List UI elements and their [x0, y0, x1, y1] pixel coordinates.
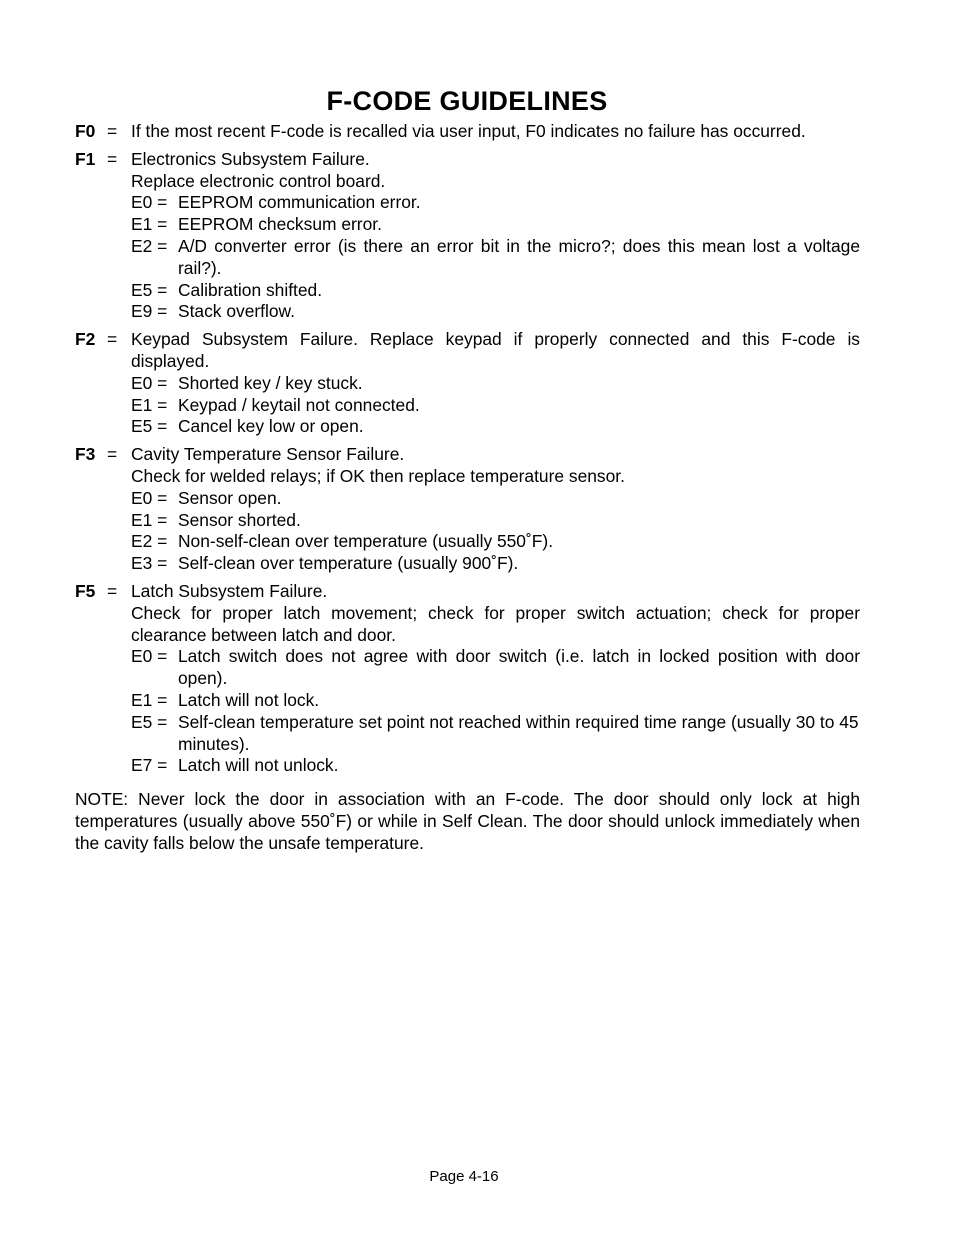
error-subcode-key: E0 = [131, 646, 168, 667]
error-subcode-text: A/D converter error (is there an error bit in the micro?; does this mean lost a voltage rail?). [178, 235, 860, 278]
error-subcode-key: E9 = [131, 301, 168, 322]
fcode-key [75, 149, 131, 323]
error-subcode [131, 416, 860, 438]
error-subcode [131, 214, 860, 236]
equals-sign: = [107, 329, 118, 350]
fcode-key [75, 121, 131, 143]
error-subcode [131, 712, 860, 756]
equals-sign: = [107, 121, 118, 141]
error-subcode [131, 690, 860, 712]
fcode-key [75, 581, 131, 777]
error-subcode-text: Sensor open. [178, 487, 282, 508]
error-subcode-text: Keypad / keytail not connected. [178, 394, 420, 415]
page-title: F-CODE GUIDELINES [326, 86, 608, 116]
fcode-body [131, 121, 860, 143]
fcode-list [75, 121, 860, 855]
error-subcode-text: EEPROM checksum error. [178, 214, 382, 235]
error-subcode-key: E2 = [131, 531, 168, 552]
error-subcode-text: Shorted key / key stuck. [178, 372, 363, 393]
error-subcode-key: E1 = [131, 214, 168, 235]
fcode-body [131, 444, 860, 575]
fcode-label: F5 [75, 580, 96, 601]
error-subcode-key: E1 = [131, 509, 168, 530]
fcode-label: F1 [75, 148, 96, 169]
error-subcode-text: Latch will not lock. [178, 689, 320, 710]
page-number: Page 4-16 [429, 1168, 499, 1185]
note-paragraph: NOTE: Never lock the door in association with an F-code. The door should only lock at high temperatures (usually above 550˚F) or while in Self Clean. The door should unlock immediately when the cavity falls below the unsafe temperature. [75, 789, 860, 853]
fcode-description: Latch Subsystem Failure. [131, 580, 328, 601]
error-subcode-key: E5 = [131, 416, 168, 437]
error-subcode-key: E7 = [131, 755, 168, 776]
fcode-body [131, 329, 860, 438]
fcode-description: Electronics Subsystem Failure. [131, 148, 370, 169]
fcode-entry-f1 [75, 149, 860, 323]
error-subcode [131, 280, 860, 302]
equals-sign: = [107, 444, 118, 465]
error-subcode-text: Calibration shifted. [178, 279, 323, 300]
error-subcode [131, 301, 860, 323]
error-subcode [131, 553, 860, 575]
error-subcode [131, 755, 860, 777]
error-subcode-text: Self-clean over temperature (usually 900˚F). [178, 553, 519, 574]
fcode-label: F0 [75, 121, 96, 141]
error-subcode-text: Cancel key low or open. [178, 416, 364, 437]
fcode-entry-f2 [75, 329, 860, 438]
error-subcode-key: E2 = [131, 235, 168, 256]
error-subcode-text: EEPROM communication error. [178, 192, 421, 213]
error-subcode-key: E1 = [131, 689, 168, 710]
equals-sign: = [107, 580, 118, 601]
error-subcode [131, 531, 860, 553]
error-subcode-key: E0 = [131, 192, 168, 213]
error-subcode-key: E1 = [131, 394, 168, 415]
fcode-description: Keypad Subsystem Failure. Replace keypad if properly connected and this F-code is displayed. [131, 329, 860, 371]
error-subcode-key: E3 = [131, 553, 168, 574]
fcode-key [75, 329, 131, 438]
fcode-description: Cavity Temperature Sensor Failure. [131, 444, 405, 465]
error-subcode [131, 510, 860, 532]
error-subcode-text: Latch will not unlock. [178, 755, 339, 776]
error-subcode [131, 192, 860, 214]
error-subcode-text: Self-clean temperature set point not reached within required time range (usually 30 to 45 minutes). [178, 711, 859, 754]
error-subcode-key: E5 = [131, 279, 168, 300]
fcode-body [131, 581, 860, 777]
fcode-description: Check for welded relays; if OK then replace temperature sensor. [131, 465, 625, 486]
error-subcode-key: E5 = [131, 711, 168, 732]
equals-sign: = [107, 148, 118, 169]
fcode-body [131, 149, 860, 323]
fcode-key [75, 444, 131, 575]
error-subcode [131, 236, 860, 280]
error-subcode-key: E0 = [131, 487, 168, 508]
fcode-label: F3 [75, 444, 96, 465]
fcode-label: F2 [75, 329, 96, 350]
error-subcode [131, 395, 860, 417]
error-subcode-text: Sensor shorted. [178, 509, 301, 530]
error-subcode [131, 373, 860, 395]
fcode-entry-f5 [75, 581, 860, 777]
error-subcode-text: Stack overflow. [178, 301, 295, 322]
fcode-description: If the most recent F-code is recalled via user input, F0 indicates no failure has occurred. [131, 121, 806, 141]
fcode-entry-f0 [75, 121, 860, 143]
error-subcode-key: E0 = [131, 372, 168, 393]
error-subcode-text: Non-self-clean over temperature (usually 550˚F). [178, 531, 554, 552]
error-subcode [131, 646, 860, 690]
fcode-description: Check for proper latch movement; check for proper switch actuation; check for proper clearance between latch and door. [131, 602, 860, 645]
error-subcode [131, 488, 860, 510]
fcode-description: Replace electronic control board. [131, 170, 386, 191]
fcode-entry-f3 [75, 444, 860, 575]
error-subcode-text: Latch switch does not agree with door switch (i.e. latch in locked position with door open). [178, 646, 860, 689]
